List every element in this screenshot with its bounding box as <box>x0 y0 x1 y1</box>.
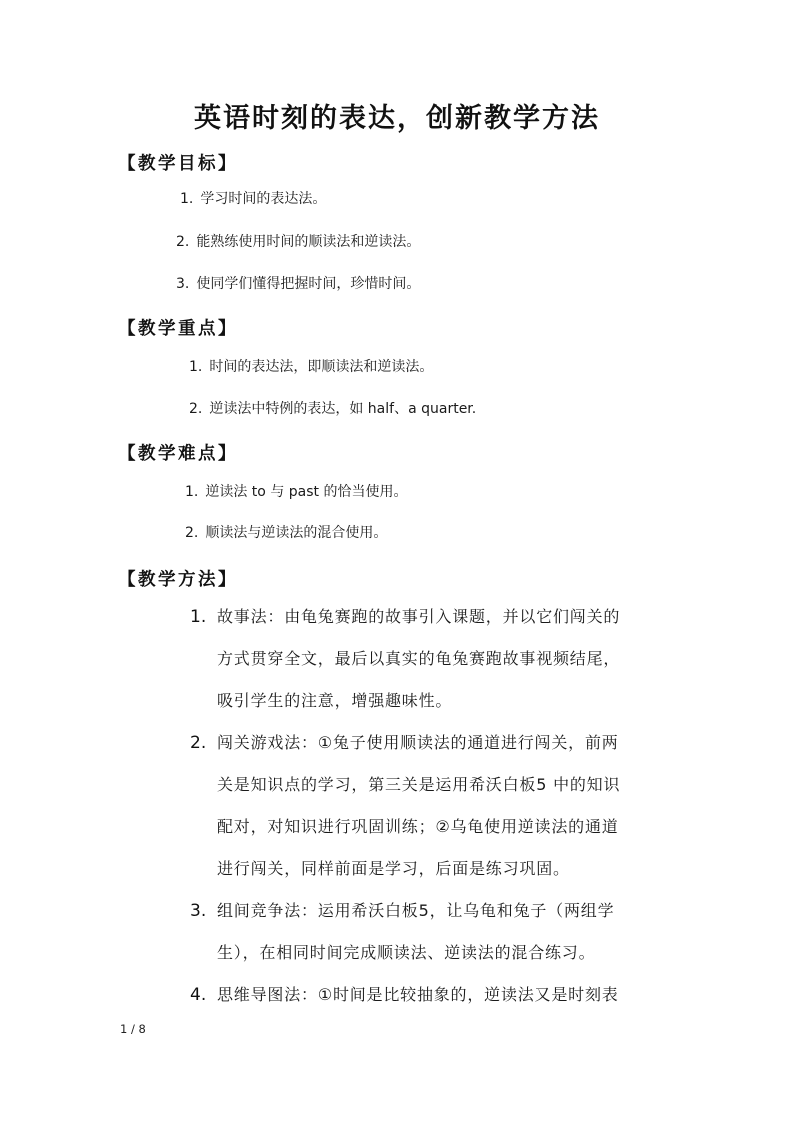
document-title: 英语时刻的表达，创新教学方法 <box>194 103 600 134</box>
method-item <box>190 974 670 1016</box>
goal-item <box>176 273 420 293</box>
heading-difficulties: 【教学难点】 <box>118 444 238 464</box>
method-number: 1. <box>190 607 207 627</box>
method-text <box>217 722 670 890</box>
method-text <box>217 890 670 974</box>
key-point-number: 1. <box>189 359 203 375</box>
method-line: 生），在相同时间完成顺读法、逆读法的混合练习。 <box>217 943 596 962</box>
method-item <box>190 890 670 974</box>
difficulty-text: 顺读法与逆读法的混合使用。 <box>205 525 388 541</box>
method-item <box>190 722 670 890</box>
method-text <box>217 974 670 1016</box>
heading-teaching-goals: 【教学目标】 <box>118 154 238 174</box>
key-point-number: 2. <box>189 401 203 417</box>
goal-item <box>180 188 326 208</box>
method-line: 方式贯穿全文，最后以真实的龟兔赛跑故事视频结尾， <box>217 649 621 668</box>
difficulty-item <box>185 522 387 542</box>
method-line: 配对，对知识进行巩固训练；②乌龟使用逆读法的通道 <box>217 817 619 836</box>
key-point-text: 逆读法中特例的表达，如 half、a quarter. <box>209 401 477 417</box>
heading-key-points: 【教学重点】 <box>118 319 238 339</box>
method-line: 进行闯关，同样前面是学习，后面是练习巩固。 <box>217 859 570 878</box>
goal-item-text: 能熟练使用时间的顺读法和逆读法。 <box>196 234 421 250</box>
method-line: 故事法：由龟兔赛跑的故事引入课题，并以它们闯关的 <box>217 607 621 626</box>
difficulty-item <box>185 481 407 501</box>
goal-item-number: 3. <box>176 276 190 292</box>
difficulty-number: 2. <box>185 525 199 541</box>
difficulty-number: 1. <box>185 484 199 500</box>
goal-item-text: 使同学们懂得把握时间，珍惜时间。 <box>196 276 421 292</box>
goal-item-number: 1. <box>180 191 194 207</box>
goal-item-text: 学习时间的表达法。 <box>200 191 327 207</box>
method-line: 思维导图法：①时间是比较抽象的，逆读法又是时刻表 <box>217 985 619 1004</box>
method-line: 组间竞争法：运用希沃白板5，让乌龟和兔子（两组学 <box>217 901 615 920</box>
method-number: 4. <box>190 985 207 1005</box>
page-number: 1 / 8 <box>120 1022 146 1036</box>
key-point-item <box>189 398 476 418</box>
key-point-item <box>189 356 433 376</box>
method-item <box>190 596 670 722</box>
difficulty-text: 逆读法 to 与 past 的恰当使用。 <box>205 484 408 500</box>
method-text <box>217 596 670 722</box>
key-point-text: 时间的表达法，即顺读法和逆读法。 <box>209 359 434 375</box>
heading-teaching-methods: 【教学方法】 <box>118 570 238 590</box>
method-line: 吸引学生的注意，增强趣味性。 <box>217 691 453 710</box>
method-number: 3. <box>190 901 207 921</box>
method-number: 2. <box>190 733 207 753</box>
goal-item-number: 2. <box>176 234 190 250</box>
goal-item <box>176 231 420 251</box>
method-line: 关是知识点的学习，第三关是运用希沃白板5 中的知识 <box>217 775 621 794</box>
method-line: 闯关游戏法：①兔子使用顺读法的通道进行闯关，前两 <box>217 733 619 752</box>
